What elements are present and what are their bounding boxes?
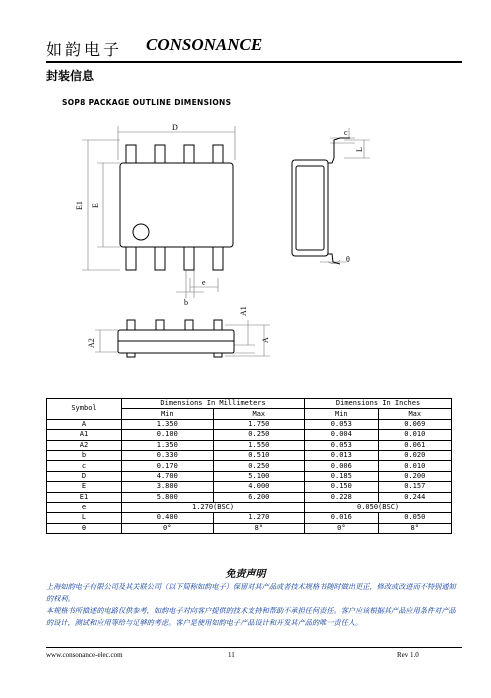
cell-sym: b <box>47 450 122 460</box>
label-c: c <box>344 128 348 137</box>
cell-mm-max: 0.250 <box>213 430 305 440</box>
label-A2: A2 <box>87 338 96 348</box>
cell-mm-max: 1.270 <box>213 513 305 523</box>
cell-in-min: 0.185 <box>305 471 378 481</box>
cell-sym: A1 <box>47 430 122 440</box>
cell-sym: c <box>47 461 122 471</box>
cell-mm-min: 0.400 <box>122 513 214 523</box>
cell-mm-min: 1.350 <box>122 440 214 450</box>
header-rule <box>46 61 462 63</box>
mm-min-header: Min <box>122 409 214 419</box>
cell-sym: D <box>47 471 122 481</box>
label-theta: θ <box>346 255 350 264</box>
cell-mm-max: 8° <box>213 523 305 533</box>
table-header-row-1 <box>47 399 452 409</box>
table-row <box>47 523 452 533</box>
label-e: e <box>202 278 206 287</box>
cell-in-max: 0.010 <box>378 430 451 440</box>
cell-in-max: 0.069 <box>378 419 451 429</box>
cell-in-max: 8° <box>378 523 451 533</box>
cell-in-max: 0.010 <box>378 461 451 471</box>
cell-in-min: 0.053 <box>305 419 378 429</box>
side-view <box>118 320 234 357</box>
cell-in-min: 0.013 <box>305 450 378 460</box>
cell-mm-min: 0.170 <box>122 461 214 471</box>
disclaimer-title: 免责声明 <box>225 569 266 580</box>
table-row <box>47 482 452 492</box>
table-row <box>47 450 452 460</box>
cell-mm-min: 0.330 <box>122 450 214 460</box>
label-A1: A1 <box>239 306 248 316</box>
cell-sym: E <box>47 482 122 492</box>
footer-page-number: 11 <box>228 651 235 659</box>
footer-revision: Rev 1.0 <box>397 651 419 659</box>
table-row <box>47 440 452 450</box>
section-title: 封装信息 <box>46 69 95 83</box>
table-row <box>47 471 452 481</box>
cell-mm-min: 4.700 <box>122 471 214 481</box>
cell-in-span: 0.050(BSC) <box>305 502 452 512</box>
inch-header: Dimensions In Inches <box>305 399 452 409</box>
in-min-header: Min <box>305 409 378 419</box>
table-row <box>47 492 452 502</box>
cell-sym: A2 <box>47 440 122 450</box>
in-max-header: Max <box>378 409 451 419</box>
label-A: A <box>261 337 270 343</box>
cell-sym: A <box>47 419 122 429</box>
cell-mm-min: 3.800 <box>122 482 214 492</box>
cell-mm-max: 1.750 <box>213 419 305 429</box>
header-company-cn: 如韵电子 <box>46 40 123 59</box>
disclaimer-paragraph-1: 上海如韵电子有限公司及其关联公司（以下简称如韵电子）保留对其产品或者技术规格书随时做出更正，修改或改进而不特别通知的权利。 <box>46 582 456 603</box>
cell-in-max: 0.157 <box>378 482 451 492</box>
cell-mm-max: 5.100 <box>213 471 305 481</box>
footer-website: www.consonance-elec.com <box>46 651 123 659</box>
table-row <box>47 430 452 440</box>
cell-in-max: 0.061 <box>378 440 451 450</box>
cell-sym: E1 <box>47 492 122 502</box>
table-row <box>47 502 452 512</box>
cell-in-max: 0.244 <box>378 492 451 502</box>
cell-in-min: 0.150 <box>305 482 378 492</box>
cell-in-min: 0.228 <box>305 492 378 502</box>
cell-sym: θ <box>47 523 122 533</box>
disclaimer-paragraph-2: 本规格书所描述的电路仅供参考，如韵电子对向客户提供的技术支持和帮助不承担任何责任。客户应该根据其产品应用条件对产品的设计，测试和应用等给与足够的考虑。客户是使用如韵电子产品设计和开发其产品的唯一责任人。 <box>46 606 456 627</box>
table-row <box>47 513 452 523</box>
cell-in-max: 0.050 <box>378 513 451 523</box>
cell-in-max: 0.020 <box>378 450 451 460</box>
cell-mm-max: 4.000 <box>213 482 305 492</box>
cell-in-max: 0.200 <box>378 471 451 481</box>
cell-mm-max: 0.510 <box>213 450 305 460</box>
cell-mm-min: 1.350 <box>122 419 214 429</box>
cell-mm-min: 0° <box>122 523 214 533</box>
label-L: L <box>355 147 364 152</box>
cell-mm-span: 1.270(BSC) <box>122 502 305 512</box>
cell-mm-max: 6.200 <box>213 492 305 502</box>
package-title: SOP8 PACKAGE OUTLINE DIMENSIONS <box>62 98 232 107</box>
dimensions-table <box>46 398 452 534</box>
mm-header: Dimensions In Millimeters <box>122 399 305 409</box>
mm-max-header: Max <box>213 409 305 419</box>
footer-rule <box>46 647 462 648</box>
package-outline-drawing <box>60 116 430 384</box>
table-row <box>47 461 452 471</box>
cell-sym: e <box>47 502 122 512</box>
top-view <box>120 145 233 270</box>
table-row <box>47 419 452 429</box>
header-company-en: CONSONANCE <box>146 35 263 54</box>
label-b: b <box>184 298 188 307</box>
cell-mm-min: 5.800 <box>122 492 214 502</box>
label-D: D <box>172 123 178 132</box>
label-E: E <box>91 203 100 208</box>
cell-in-min: 0.006 <box>305 461 378 471</box>
cell-in-min: 0.016 <box>305 513 378 523</box>
cell-in-min: 0.004 <box>305 430 378 440</box>
end-view <box>292 138 350 264</box>
disclaimer-body <box>46 581 456 629</box>
cell-mm-min: 0.100 <box>122 430 214 440</box>
cell-in-min: 0° <box>305 523 378 533</box>
cell-mm-max: 1.550 <box>213 440 305 450</box>
cell-in-min: 0.053 <box>305 440 378 450</box>
label-E1: E1 <box>75 201 84 210</box>
cell-sym: L <box>47 513 122 523</box>
symbol-header: Symbol <box>47 399 122 420</box>
cell-mm-max: 0.250 <box>213 461 305 471</box>
